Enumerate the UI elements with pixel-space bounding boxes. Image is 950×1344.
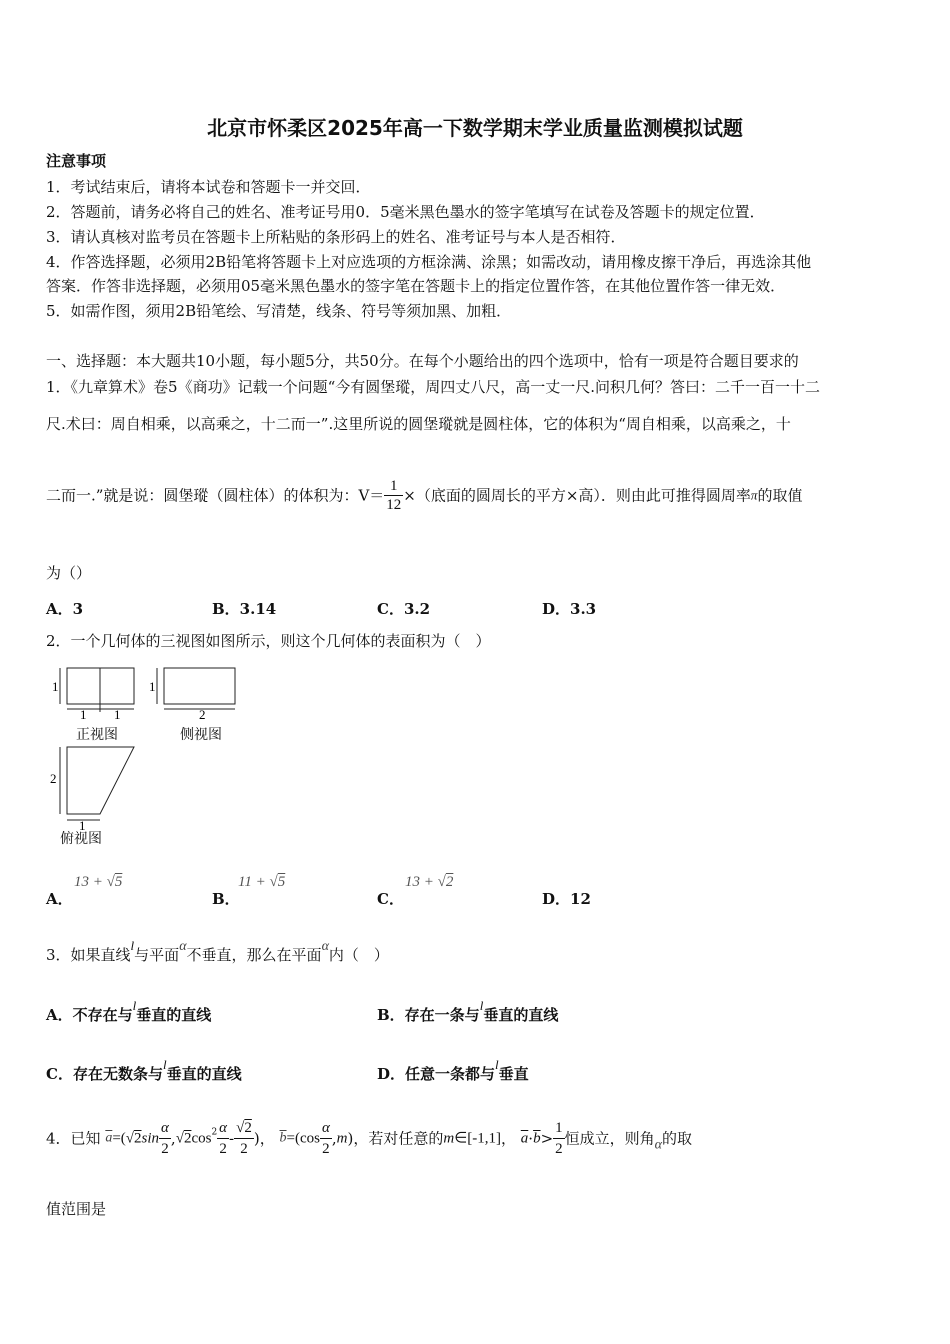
three-view-figure (40, 660, 240, 850)
option-text: 垂直的直线 (166, 1065, 242, 1083)
angle-alpha-symbol: α (654, 1137, 663, 1153)
q1-text-a: 二而一.”就是说：圆堡瑽（圆柱体）的体积为：V＝ (46, 486, 385, 505)
option-text: 垂直 (498, 1065, 529, 1083)
q4-text: ， (501, 1129, 517, 1148)
side-label-height: 1 (149, 679, 156, 694)
expr-radicand: 5 (277, 874, 286, 890)
notice-item: 答案．作答非选择题，必须用05毫米黑色墨水的签字笔在答题卡上的指定位置作答，在其他位置作答一律无效． (46, 277, 786, 295)
plane-alpha-symbol: α (179, 939, 187, 954)
frac-numerator: α (219, 1120, 228, 1136)
option-text: C．存在无数条与 (46, 1065, 163, 1083)
math-text: cos (191, 1130, 212, 1147)
q1-line3 (46, 477, 802, 514)
q3-text: 不垂直，那么在平面 (186, 946, 322, 964)
vector-b: $\overline{b}$ (533, 1130, 541, 1147)
frac-alpha-2 (217, 1118, 229, 1159)
q1-option-a[interactable]: A．3 (46, 600, 84, 618)
frac-numerator: α (321, 1120, 330, 1136)
line-l-symbol: l (162, 1057, 167, 1072)
expr-main: 11 + √ (238, 874, 278, 890)
q1-option-d[interactable]: D．3.3 (542, 600, 597, 618)
frac-denominator: 2 (159, 1138, 171, 1159)
q3-text: 内（ ） (328, 946, 389, 964)
top-view-trapezoid (67, 747, 134, 814)
expr-main: 13 + √ (74, 874, 115, 890)
math-text: , (170, 1129, 176, 1148)
notice-heading: 注意事项 (46, 152, 107, 170)
front-label-height: 1 (52, 679, 59, 694)
math-text: 2 (134, 1130, 142, 1147)
math-text: =( (112, 1130, 126, 1147)
q4-text: 4．已知 (46, 1129, 101, 1148)
q2-option-a[interactable]: A． (46, 890, 73, 908)
option-text: 垂直的直线 (483, 1006, 559, 1024)
math-text: m (336, 1130, 348, 1147)
math-text: m (443, 1130, 455, 1147)
vector-a: $\overline{a}$ (105, 1130, 113, 1146)
side-view-caption: 侧视图 (180, 727, 222, 743)
frac-numerator: α (161, 1120, 169, 1136)
option-text: 垂直的直线 (136, 1006, 212, 1024)
line-l-symbol: l (130, 938, 135, 953)
q3-stem (46, 938, 389, 970)
q2-option-b-expr (238, 874, 285, 891)
q2-option-a-expr (74, 874, 122, 891)
frac-denominator: 2 (234, 1138, 254, 1159)
notice-item: 3．请认真核对监考员在答题卡上所粘贴的条形码上的姓名、准考证号与本人是否相符． (46, 228, 626, 246)
frac-1-2 (553, 1118, 565, 1159)
frac-denominator: 12 (386, 497, 402, 513)
vector-b: $\overline{b}$ (279, 1130, 287, 1146)
math-text: · (528, 1129, 534, 1148)
q1-line4: 为（） (46, 564, 92, 582)
q3-option-c[interactable] (46, 1057, 242, 1088)
side-label-width: 2 (199, 707, 206, 722)
front-label-w2: 1 (114, 707, 121, 722)
line-l-symbol: l (132, 998, 137, 1013)
expr-radicand: 2 (445, 874, 454, 890)
q1-text-b: ×（底面的圆周长的平方×高）．则由此可推得圆周率 (403, 486, 751, 505)
q1-line1: 1．《九章算术》卷5《商功》记载一个问题“今有圆堡瑽，周四丈八尺，高一丈一尺.问积几何？答曰：二千一百一十二 (46, 378, 821, 396)
notice-item: 1．考试结束后，请将本试卷和答题卡一并交回． (46, 178, 371, 196)
math-text: 2 (183, 1130, 192, 1147)
math-text: - (229, 1129, 235, 1148)
frac-denominator: 2 (217, 1138, 229, 1159)
math-text: > (540, 1129, 554, 1148)
q2-option-c-expr (405, 874, 453, 891)
section-heading: 一、选择题：本大题共10小题，每小题5分，共50分。在每个小题给出的四个选项中，恰有一项是符合题目要求的 (46, 352, 799, 370)
notice-item: 5．如需作图，须用2B铅笔绘、写清楚，线条、符号等须加黑、加粗． (46, 302, 512, 320)
frac-alpha-2 (320, 1118, 332, 1159)
expr-radicand: 5 (114, 874, 123, 890)
q3-option-b[interactable] (377, 998, 559, 1029)
notice-item: 2．答题前，请务必将自己的姓名、准考证号用0．5毫米黑色墨水的签字笔填写在试卷及答题卡的规定位置． (46, 203, 765, 221)
side-view-rect (164, 668, 235, 704)
q3-option-d[interactable] (377, 1057, 529, 1088)
vector-a: $\overline{a}$ (520, 1130, 529, 1147)
pi-symbol: π (750, 487, 758, 503)
option-text: A．不存在与 (46, 1006, 133, 1024)
line-l-symbol: l (495, 1057, 499, 1072)
plane-alpha-symbol: α (321, 939, 329, 954)
q4-stem: 4．已知 $\overline{a}=(√2\sin$ $\frac{\alpha}{2}$ $,√2\cos^2$ $\frac{\alpha}{2}$ - $\frac{√2}{2}$ )， $\overline{b}=(\cos$ $\frac{\alpha}{2}$ ,m)，若对任意的m∈[-1,1]， $\overline{a}\cdot\overline{b}>$ $\frac{1}{2}$ 恒成立，则角α的取 (46, 1120, 693, 1157)
q2-option-d[interactable]: D．12 (542, 890, 591, 908)
math-text: ∈[-1,1] (454, 1130, 501, 1147)
option-text: B．存在一条与 (377, 1006, 480, 1024)
q4-text: 的取 (662, 1129, 693, 1148)
frac-alpha-2 (159, 1118, 171, 1159)
q1-text-c: 的取值 (757, 486, 803, 505)
math-text: ) (347, 1129, 354, 1148)
q4-line2: 值范围是 (46, 1200, 107, 1218)
frac-numerator: 2 (244, 1120, 252, 1136)
math-text: 2 (211, 1127, 218, 1138)
q4-text: ，若对任意的 (353, 1129, 444, 1148)
option-text: D．任意一条都与 (377, 1065, 496, 1083)
q1-line2: 尺.术曰：周自相乘，以高乘之，十二而一”.这里所说的圆堡瑽就是圆柱体，它的体积为“周自相乘，以高乘之，十 (46, 415, 791, 433)
frac-denominator: 2 (553, 1138, 565, 1159)
q1-option-c[interactable]: C．3.2 (377, 600, 431, 618)
frac-numerator: 1 (390, 478, 398, 494)
front-label-w1: 1 (80, 707, 87, 722)
frac-denominator: 2 (320, 1138, 332, 1159)
q2-option-b[interactable]: B． (212, 890, 240, 908)
notice-item: 4．作答选择题，必须用2B铅笔将答题卡上对应选项的方框涂满、涂黑；如需改动，请用橡皮擦干净后，再选涂其他 (46, 253, 812, 271)
q4-text: ， (259, 1129, 275, 1148)
math-text: sin (141, 1130, 160, 1147)
q2-stem: 2．一个几何体的三视图如图所示，则这个几何体的表面积为（ ） (46, 632, 491, 650)
page-title: 北京市怀柔区2025年高一下数学期末学业质量监测模拟试题 (207, 116, 743, 140)
q2-option-c[interactable]: C． (377, 890, 404, 908)
frac-sqrt2-2: $\frac{√2}{2}$ (236, 1120, 252, 1157)
q1-option-b[interactable]: B．3.14 (212, 600, 277, 618)
top-label-width: 1 (79, 818, 86, 833)
top-label-height: 2 (50, 771, 57, 786)
q3-option-a[interactable] (46, 998, 212, 1029)
expr-main: 13 + √ (405, 874, 446, 890)
q4-text: 恒成立，则角 (564, 1129, 655, 1148)
math-text: =(cos (286, 1130, 320, 1147)
top-view-caption: 俯视图 (60, 831, 102, 847)
q3-text: 与平面 (134, 946, 180, 964)
math-text: ) (253, 1129, 260, 1148)
q1-fraction (384, 477, 403, 514)
q3-text: 3．如果直线 (46, 946, 131, 964)
math-text: , (331, 1129, 337, 1148)
line-l-symbol: l (479, 998, 484, 1013)
front-view-caption: 正视图 (76, 727, 118, 743)
frac-numerator: 1 (555, 1120, 563, 1136)
